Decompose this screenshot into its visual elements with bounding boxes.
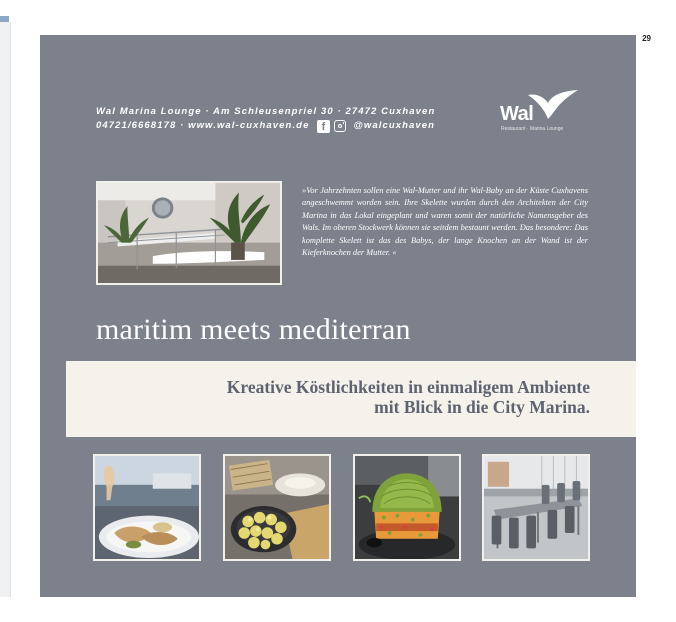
banner-line-1: Kreative Köstlichkeiten in einmaligem Ambiente [226, 377, 590, 397]
contact-line-2 [96, 119, 435, 133]
social-links [317, 119, 435, 133]
tagline-banner [66, 361, 636, 437]
food-photo-potatoes [223, 454, 331, 561]
banner-line-2: mit Blick in die City Marina. [374, 397, 590, 417]
food-photo-avocado-tartare [353, 454, 461, 561]
food-photo-fish [93, 454, 201, 561]
left-margin-strip [0, 22, 11, 597]
contact-block [96, 105, 435, 133]
instagram-icon[interactable] [334, 120, 346, 132]
terrace-photo [482, 454, 590, 561]
address-line: Wal Marina Lounge · Am Schleusenpriel 30 · 27472 Cuxhaven [96, 106, 436, 117]
phone-website: 04721/6668178 · www.wal-cuxhaven.de [96, 120, 310, 131]
whale-story-quote: »Vor Jahrzehnten sollen eine Wal-Mutter und ihr Wal-Baby an der Küste Cuxhavens angeschwemmt worden sein. Ihre Skelette wurden durch den Architekten der City Marina in das Lokal eingeplant und waren somit der natürliche Namensgeber des Wals. Im oberen Stockwerk können sie seitdem bestaunt werden. Das besondere: Das komplette Skelett ist das des Babys, der lange Knochen an der Wand ist der Kieferknochen der Mutter. « [302, 186, 588, 258]
social-handle: @walcuxhaven [353, 120, 436, 131]
logo-wordmark: Wal [500, 103, 534, 125]
facebook-icon[interactable]: f [317, 120, 330, 133]
restaurant-advertisement [40, 35, 636, 597]
whale-tail-icon [526, 89, 580, 119]
wal-logo [500, 89, 580, 135]
page-number: 29 [642, 34, 651, 43]
logo-tagline: Restaurant · Marina Lounge [501, 126, 564, 132]
headline: maritim meets mediterran [96, 313, 411, 346]
interior-photo [96, 181, 282, 285]
